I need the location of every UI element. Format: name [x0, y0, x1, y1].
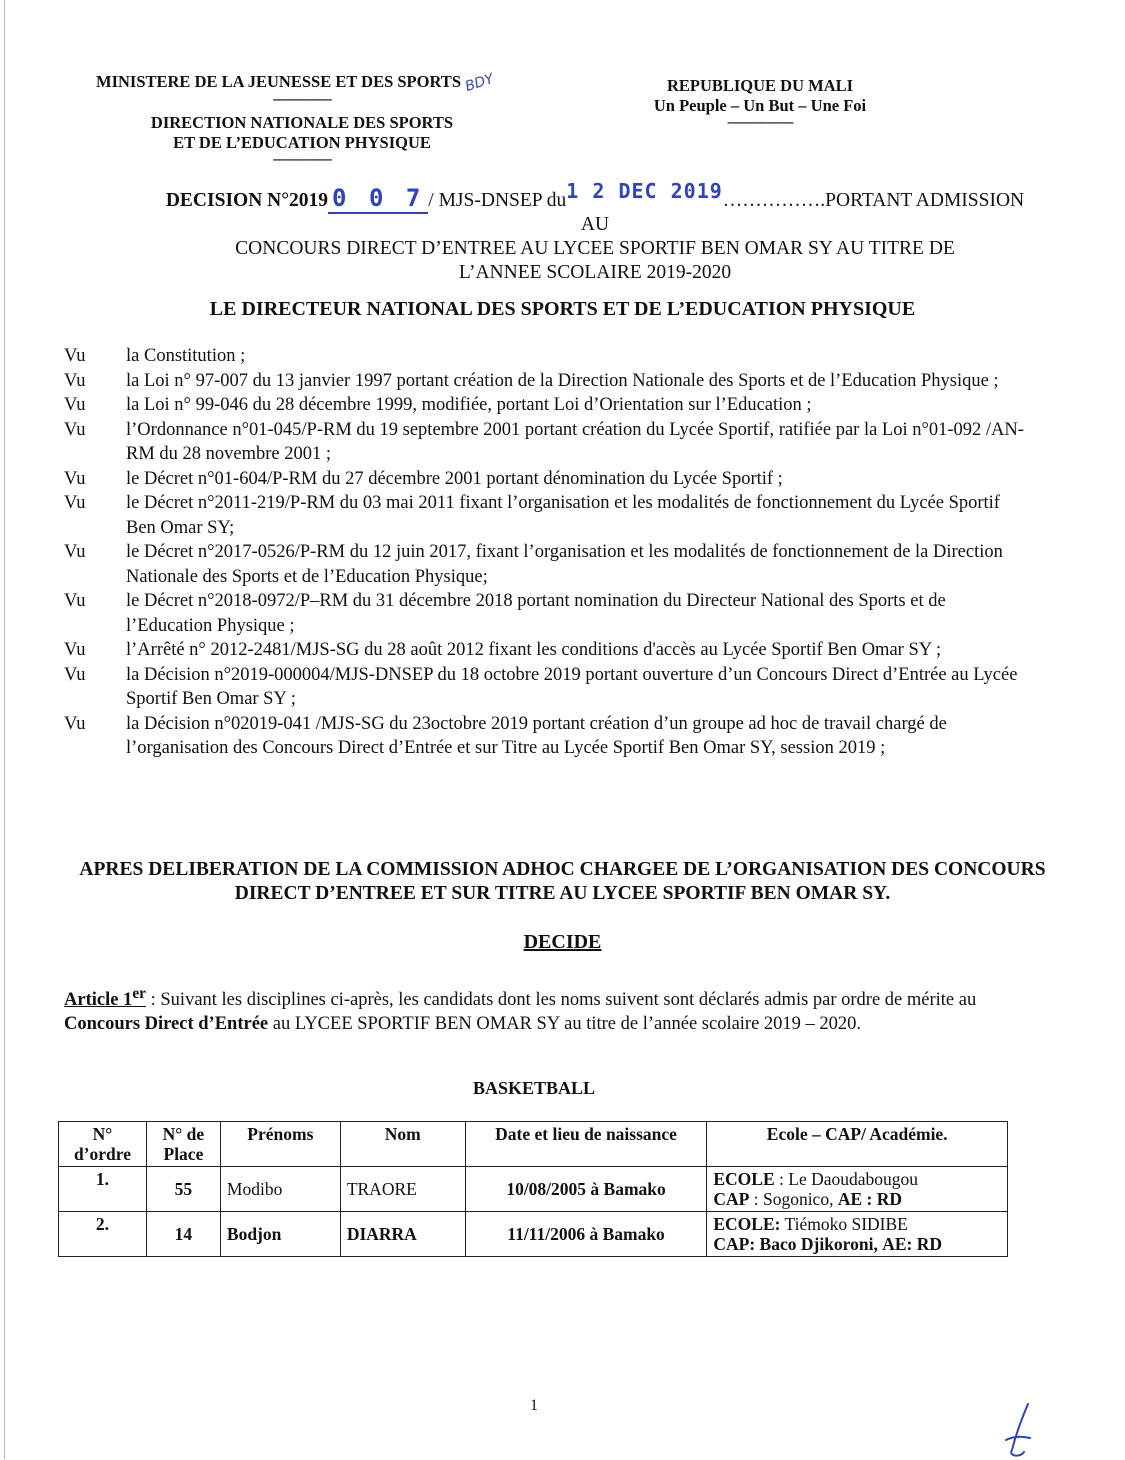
ecole-value: Tiémoko SIDIBE [780, 1214, 908, 1234]
decision-number-label: DECISION N°2019 [165, 190, 329, 211]
cap-label: CAP: [713, 1234, 756, 1254]
list-item [64, 712, 1024, 761]
cell-prenom: Bodjon [220, 1212, 340, 1257]
vu-label: Vu [64, 370, 86, 391]
vu-text: la Décision n°2019-000004/MJS-DNSEP du 18 octobre 2019 portant ouverture d’un Concours Direct d’Entrée au Lycée Sportif Ben Omar SY ; [126, 664, 1018, 709]
table-header-row [59, 1122, 1008, 1167]
vu-label: Vu [64, 591, 86, 611]
header-separator: ---------------- [272, 92, 332, 107]
cap-label: CAP [713, 1189, 750, 1209]
ministry-name: MINISTERE DE LA JEUNESSE ET DES SPORTS [96, 72, 461, 91]
cell-ordre: 1. [59, 1167, 147, 1212]
vu-text: le Décret n°2011-219/P-RM du 03 mai 2011 fixant l’organisation et les modalités de fonctionnement du Lycée Sportif Ben Omar SY; [126, 493, 1000, 538]
ministry-header [92, 72, 512, 167]
vu-label: Vu [64, 664, 86, 685]
scan-edge [4, 0, 5, 1459]
decision-title-line-2: CONCOURS DIRECT D’ENTREE AU LYCEE SPORTIF BEN OMAR SY AU TITRE DE [235, 238, 955, 259]
article-label-sup: er [132, 985, 146, 1002]
ecole-label: ECOLE: [713, 1214, 781, 1234]
decide-text: DECIDE [523, 931, 602, 953]
list-item [64, 418, 1024, 467]
republic-name: REPUBLIQUE DU MALI [666, 76, 854, 95]
vu-text: le Décret n°2018-0972/P–RM du 31 décembre 2018 portant nomination du Directeur National des Sports et de l’Education Physique ; [126, 591, 946, 636]
ministry-line [92, 70, 512, 96]
cap-value: : Sogonico, [749, 1189, 838, 1209]
list-item [64, 344, 1024, 369]
header-prenoms: Prénoms [220, 1122, 340, 1167]
vu-label: Vu [64, 468, 86, 489]
admitted-candidates-table [58, 1121, 1008, 1257]
vu-label: Vu [64, 493, 86, 513]
header-naissance: Date et lieu de naissance [465, 1122, 707, 1167]
list-item [64, 663, 1024, 712]
vu-label: Vu [64, 346, 86, 366]
article-label [64, 985, 146, 1011]
ae-value: AE: RD [882, 1234, 943, 1254]
vu-text: l’Arrêté n° 2012-2481/MJS-SG du 28 août 2012 fixant les conditions d'accès au Lycée Sportif Ben Omar SY ; [126, 640, 942, 660]
cap-line [713, 1234, 1001, 1254]
cell-prenom: Modibo [220, 1167, 340, 1212]
direction-line-2: ET DE L’EDUCATION PHYSIQUE [173, 133, 431, 152]
decide-heading [0, 931, 1125, 954]
ecole-line [713, 1169, 1001, 1189]
decision-number-stamp: 0 0 7 [328, 184, 428, 214]
ecole-value: : Le Daoudabougou [774, 1169, 919, 1189]
page-number: 1 [530, 1397, 538, 1414]
decision-object-start: PORTANT ADMISSION AU [580, 190, 1025, 235]
list-item [64, 638, 1024, 663]
decision-ref: / MJS-DNSEP du [428, 190, 567, 211]
cell-ecole [707, 1167, 1008, 1212]
table-row [59, 1167, 1008, 1212]
article-1 [64, 982, 1034, 1036]
vu-label: Vu [64, 713, 86, 734]
list-item [64, 540, 1024, 589]
republic-separator: ------------------ [727, 115, 793, 130]
decision-title-line-1 [150, 179, 1040, 237]
article-text-before: : Suivant les disciplines ci-après, les candidats dont les noms suivent sont déclarés admis par ordre de mérite au [146, 990, 977, 1011]
cell-place: 55 [146, 1167, 220, 1212]
vu-text: le Décret n°2017-0526/P-RM du 12 juin 2017, fixant l’organisation et les modalités de fonctionnement de la Direction Nationale des Sports et de l’Education Physique; [126, 542, 1003, 587]
cell-ecole [707, 1212, 1008, 1257]
cell-place: 14 [146, 1212, 220, 1257]
direction-line-1: DIRECTION NATIONALE DES SPORTS [150, 113, 454, 132]
list-item [64, 491, 1024, 540]
vu-text: l’Ordonnance n°01-045/P-RM du 19 septembre 2001 portant création du Lycée Sportif, ratifiée par la Loi n°01-092 /AN-RM du 28 novembre 2001 ; [126, 419, 1024, 464]
cell-nom: DIARRA [340, 1212, 465, 1257]
header-nom: Nom [340, 1122, 465, 1167]
deliberation-statement: APRES DELIBERATION DE LA COMMISSION ADHOC CHARGEE DE L’ORGANISATION DES CONCOURS DIRECT D’ENTREE ET SUR TITRE AU LYCEE SPORTIF BEN OMAR SY. [79, 859, 1046, 904]
ecole-label: ECOLE [713, 1169, 775, 1189]
paraph-signature [1000, 1400, 1040, 1460]
list-item [64, 369, 1024, 394]
cell-naissance: 10/08/2005 à Bamako [465, 1167, 707, 1212]
discipline-title: BASKETBALL [472, 1078, 596, 1098]
vu-text: la Décision n°02019-041 /MJS-SG du 23octobre 2019 portant création d’un groupe ad hoc de travail chargé de l’organisation des Concours Direct d’Entrée et sur Titre au Lycée Sportif Ben Omar SY, session 2019 ; [126, 713, 947, 758]
header-ecole: Ecole – CAP/ Académie. [707, 1122, 1008, 1167]
article-label-text: Article 1 [64, 990, 133, 1011]
header-ordre: N° d’ordre [59, 1122, 147, 1167]
cell-naissance: 11/11/2006 à Bamako [465, 1212, 707, 1257]
article-text-after: au LYCEE SPORTIF BEN OMAR SY au titre de l’année scolaire 2019 – 2020. [268, 1013, 862, 1034]
republic-motto: Un Peuple – Un But – Une Foi [653, 96, 867, 115]
cell-ordre: 2. [59, 1212, 147, 1257]
list-item [64, 393, 1024, 418]
decision-title-line-3: L’ANNEE SCOLAIRE 2019-2020 [458, 262, 732, 283]
decision-dots: ……………. [722, 190, 826, 211]
vu-text: le Décret n°01-604/P-RM du 27 décembre 2001 portant dénomination du Lycée Sportif ; [126, 468, 783, 489]
vu-text: la Loi n° 99-046 du 28 décembre 1999, modifiée, portant Loi d’Orientation sur l’Education ; [126, 395, 812, 415]
ministry-initials-annotation: BDY [463, 70, 496, 96]
legal-references [64, 344, 1024, 761]
vu-label: Vu [64, 640, 86, 660]
vu-label: Vu [64, 542, 86, 562]
list-item [64, 467, 1024, 492]
vu-label: Vu [64, 419, 86, 440]
table-row [59, 1212, 1008, 1257]
decision-title [150, 179, 1040, 285]
republic-header [630, 76, 890, 130]
article-contest-name: Concours Direct d’Entrée [64, 1013, 269, 1034]
direction-separator: ---------------- [272, 152, 332, 167]
vu-text: la Constitution ; [126, 346, 246, 366]
decision-date-stamp: 1 2 DEC 2019 [566, 179, 723, 203]
ae-value: AE : RD [837, 1189, 902, 1209]
vu-text: la Loi n° 97-007 du 13 janvier 1997 portant création de la Direction Nationale des Sports et de l’Education Physique ; [126, 370, 999, 391]
director-title: LE DIRECTEUR NATIONAL DES SPORTS ET DE L’EDUCATION PHYSIQUE [209, 298, 916, 320]
list-item [64, 589, 1024, 638]
cap-value: Baco Djikoroni, [755, 1234, 883, 1254]
cap-line [713, 1189, 1001, 1209]
vu-label: Vu [64, 395, 86, 415]
cell-nom: TRAORE [340, 1167, 465, 1212]
header-place: N° de Place [146, 1122, 220, 1167]
ecole-line [713, 1214, 1001, 1234]
